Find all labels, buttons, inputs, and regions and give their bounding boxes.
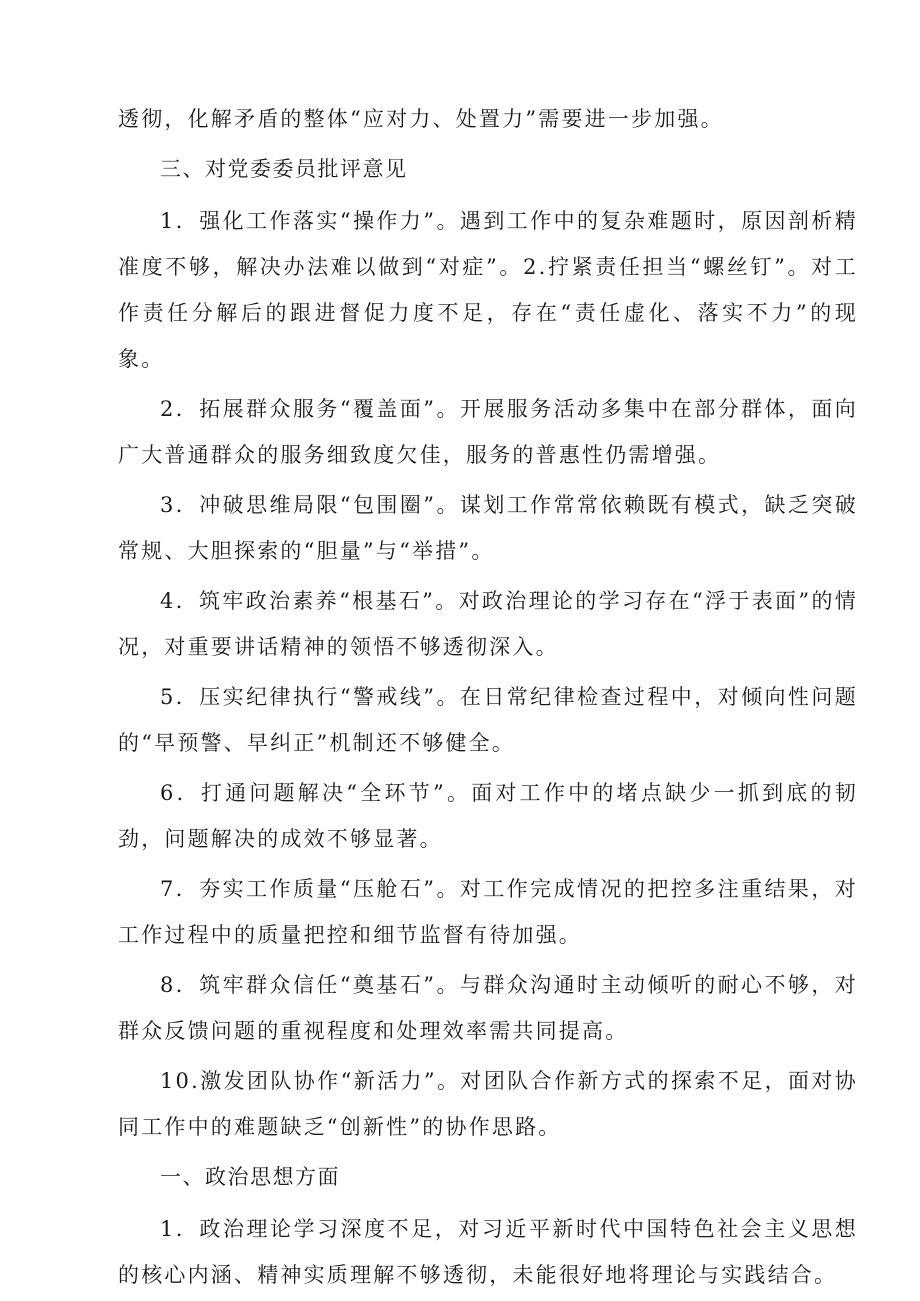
section-heading-political-thought: 一、政治思想方面 xyxy=(160,1165,340,1189)
document-body xyxy=(118,96,858,1298)
criticism-item-10: 10.激发团队协作“新活力”。对团队合作新方式的探索不足，面对协同工作中的难题缺乏“创新性”的协作思路。 xyxy=(118,1069,858,1139)
criticism-item-6: 6．打通问题解决“全环节”。面对工作中的堵点缺少一抓到底的韧劲，问题解决的成效不够显著。 xyxy=(118,781,858,851)
continuation-paragraph: 透彻，化解矛盾的整体“应对力、处置力”需要进一步加强。 xyxy=(118,107,724,131)
criticism-item-1: 1．强化工作落实“操作力”。遇到工作中的复杂难题时，原因剖析精准度不够，解决办法难以做到“对症”。2.拧紧责任担当“螺丝钉”。对工作责任分解后的跟进督促力度不足，存在“责任虚化、落实不力”的现象。 xyxy=(118,209,858,371)
section-heading-party-committee-criticism: 三、对党委委员批评意见 xyxy=(160,157,408,181)
criticism-item-2: 2．拓展群众服务“覆盖面”。开展服务活动多集中在部分群体，面向广大普通群众的服务细致度欠佳，服务的普惠性仍需增强。 xyxy=(118,397,858,467)
criticism-item-7: 7．夯实工作质量“压舱石”。对工作完成情况的把控多注重结果，对工作过程中的质量把控和细节监督有待加强。 xyxy=(118,877,858,947)
criticism-item-3: 3．冲破思维局限“包围圈”。谋划工作常常依赖既有模式，缺乏突破常规、大胆探索的“胆量”与“举措”。 xyxy=(118,493,858,563)
criticism-item-4: 4．筑牢政治素养“根基石”。对政治理论的学习存在“浮于表面”的情况，对重要讲话精神的领悟不够透彻深入。 xyxy=(118,589,858,659)
criticism-item-8: 8．筑牢群众信任“奠基石”。与群众沟通时主动倾听的耐心不够，对群众反馈问题的重视程度和处理效率需共同提高。 xyxy=(118,973,858,1043)
criticism-item-5: 5．压实纪律执行“警戒线”。在日常纪律检查过程中，对倾向性问题的“早预警、早纠正”机制还不够健全。 xyxy=(118,685,858,755)
political-thought-item-1: 1．政治理论学习深度不足，对习近平新时代中国特色社会主义思想的核心内涵、精神实质理解不够透彻，未能很好地将理论与实践结合。 xyxy=(118,1217,858,1287)
